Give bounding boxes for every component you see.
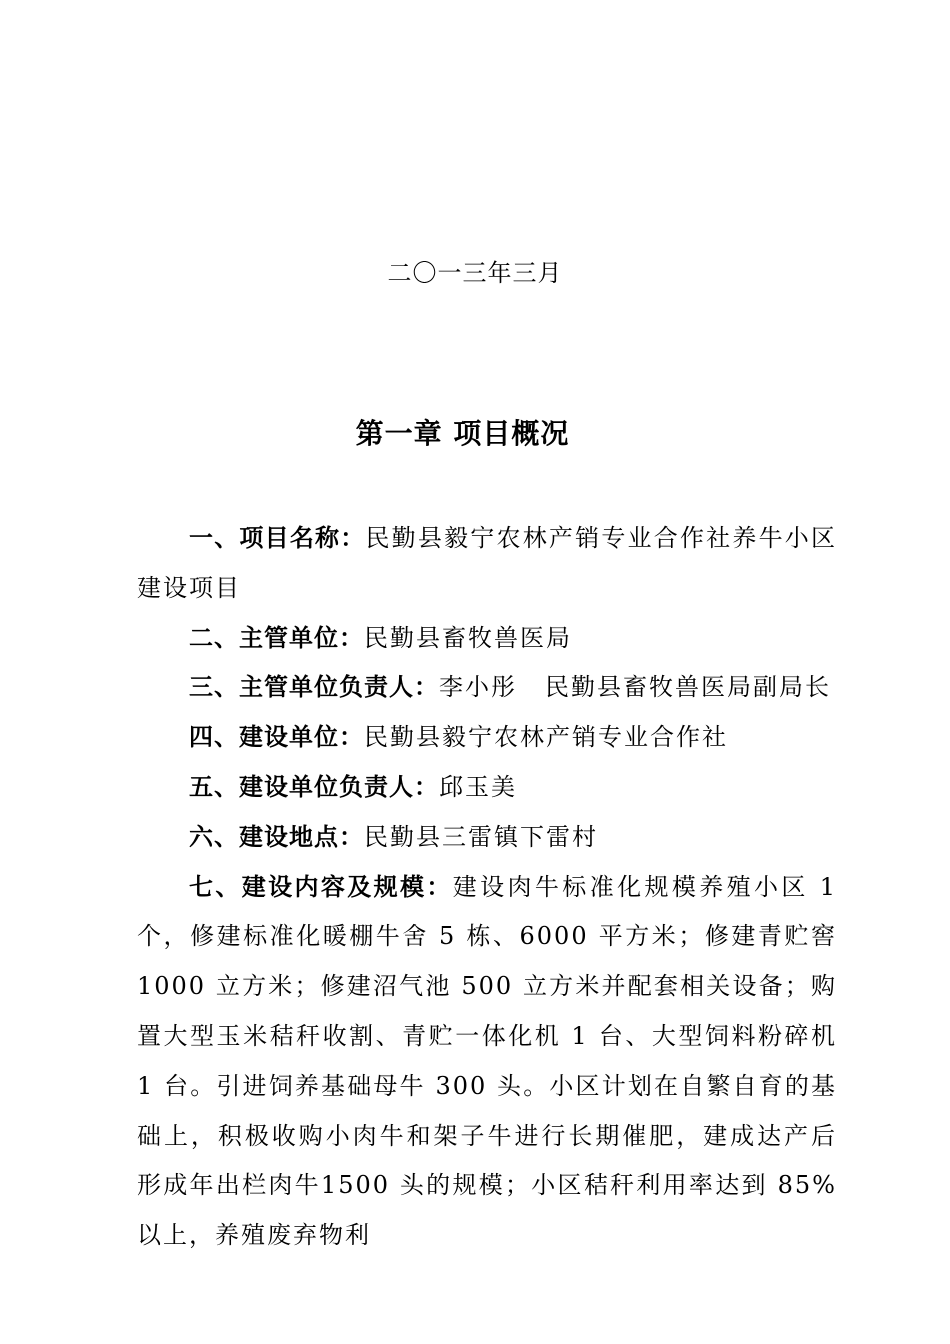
item-label: 七、建设内容及规模： — [189, 872, 453, 901]
item-supervising-unit-leader — [137, 663, 837, 713]
chapter-content — [137, 514, 837, 1261]
item-label: 二、主管单位： — [189, 623, 364, 652]
item-value: 民勤县畜牧兽医局 — [364, 623, 572, 652]
item-value: 民勤县毅宁农林产销专业合作社 — [364, 723, 728, 752]
chapter-title: 第一章 项目概况 — [355, 417, 570, 450]
item-construction-scope — [137, 863, 837, 1261]
item-construction-unit — [137, 713, 837, 763]
item-project-name — [137, 514, 837, 614]
item-value: 建设肉牛标准化规模养殖小区 1 个，修建标准化暖棚牛舍 5 栋、6000 平方米；修建青贮窖 1000 立方米；修建沼气池 500 立方米并配套相关设备；购置大型玉米秸秆收割、青贮一体化机 1 台、大型饲料粉碎机 1 台。引进饲养基础母牛 300 头。小区计划在自繁自育的基础上，积极收购小肉牛和架子牛进行长期催肥，建成达产后形成年出栏肉牛1500 头的规模；小区秸秆利用率达到 85%以上，养殖废弃物利 — [137, 872, 837, 1250]
item-value: 邱玉美 — [439, 772, 517, 801]
item-value-extra: 民勤县畜牧兽医局副局长 — [545, 673, 831, 702]
item-construction-site — [137, 813, 837, 863]
item-value: 民勤县三雷镇下雷村 — [364, 822, 598, 851]
item-label: 五、建设单位负责人： — [189, 772, 439, 801]
item-value: 民勤县毅宁农林产销专业合作社养牛小区建设项目 — [137, 524, 838, 602]
item-label: 六、建设地点： — [189, 822, 364, 851]
document-date: 二〇一三年三月 — [387, 259, 563, 287]
item-label: 一、项目名称： — [189, 524, 366, 552]
item-construction-unit-leader — [137, 763, 837, 813]
item-label: 三、主管单位负责人： — [189, 673, 439, 702]
item-supervising-unit — [137, 614, 837, 664]
item-value: 李小彤 — [439, 673, 517, 702]
item-label: 四、建设单位： — [189, 723, 364, 752]
